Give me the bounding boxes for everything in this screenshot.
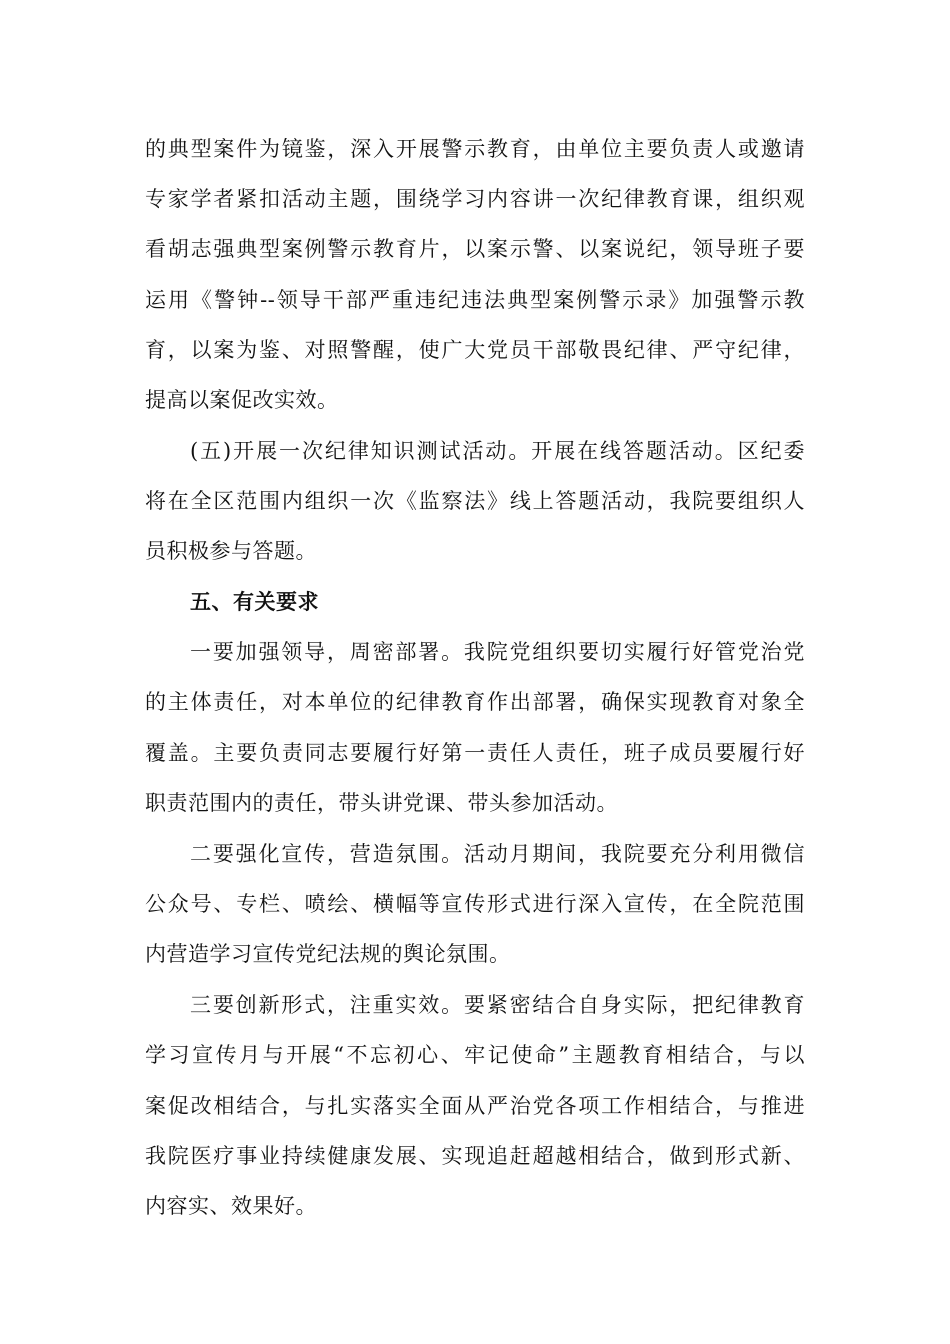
paragraph-line: 运用《警钟--领导干部严重违纪违法典型案例警示录》加强警示教 [145,288,805,312]
paragraph-line: (五)开展一次纪律知识测试活动。开展在线答题活动。区纪委 [190,439,805,463]
paragraph-line: 学习宣传月与开展“不忘初心、牢记使命”主题教育相结合，与以 [145,1043,805,1067]
paragraph-line: 育，以案为鉴、对照警醒，使广大党员干部敬畏纪律、严守纪律， [145,338,805,362]
paragraph-line: 员积极参与答题。 [145,539,317,563]
paragraph-line: 内容实、效果好。 [145,1194,317,1218]
paragraph-line: 三要创新形式，注重实效。要紧密结合自身实际，把纪律教育 [190,993,805,1017]
paragraph-line: 提高以案促改实效。 [145,388,339,412]
paragraph-line: 公众号、专栏、喷绘、横幅等宣传形式进行深入宣传，在全院范围 [145,892,805,916]
paragraph-line: 案促改相结合，与扎实落实全面从严治党各项工作相结合，与推进 [145,1094,805,1118]
paragraph-line: 的主体责任，对本单位的纪律教育作出部署，确保实现教育对象全 [145,690,805,714]
paragraph-line: 专家学者紧扣活动主题，围绕学习内容讲一次纪律教育课，组织观 [145,187,805,211]
paragraph-line: 内营造学习宣传党纪法规的舆论氛围。 [145,942,511,966]
paragraph-line: 我院医疗事业持续健康发展、实现追赶超越相结合，做到形式新、 [145,1144,805,1168]
paragraph-line: 的典型案件为镜鉴，深入开展警示教育，由单位主要负责人或邀请 [145,137,805,161]
paragraph-line: 将在全区范围内组织一次《监察法》线上答题活动，我院要组织人 [145,489,805,513]
paragraph-line: 职责范围内的责任，带头讲党课、带头参加活动。 [145,791,618,815]
paragraph-line: 一要加强领导，周密部署。我院党组织要切实履行好管党治党 [190,640,805,664]
paragraph-line: 二要强化宣传，营造氛围。活动月期间，我院要充分利用微信 [190,842,805,866]
paragraph-line: 看胡志强典型案例警示教育片，以案示警、以案说纪，领导班子要 [145,237,805,261]
paragraph-line: 覆盖。主要负责同志要履行好第一责任人责任，班子成员要履行好 [145,741,805,765]
section-heading: 五、有关要求 [190,590,319,614]
